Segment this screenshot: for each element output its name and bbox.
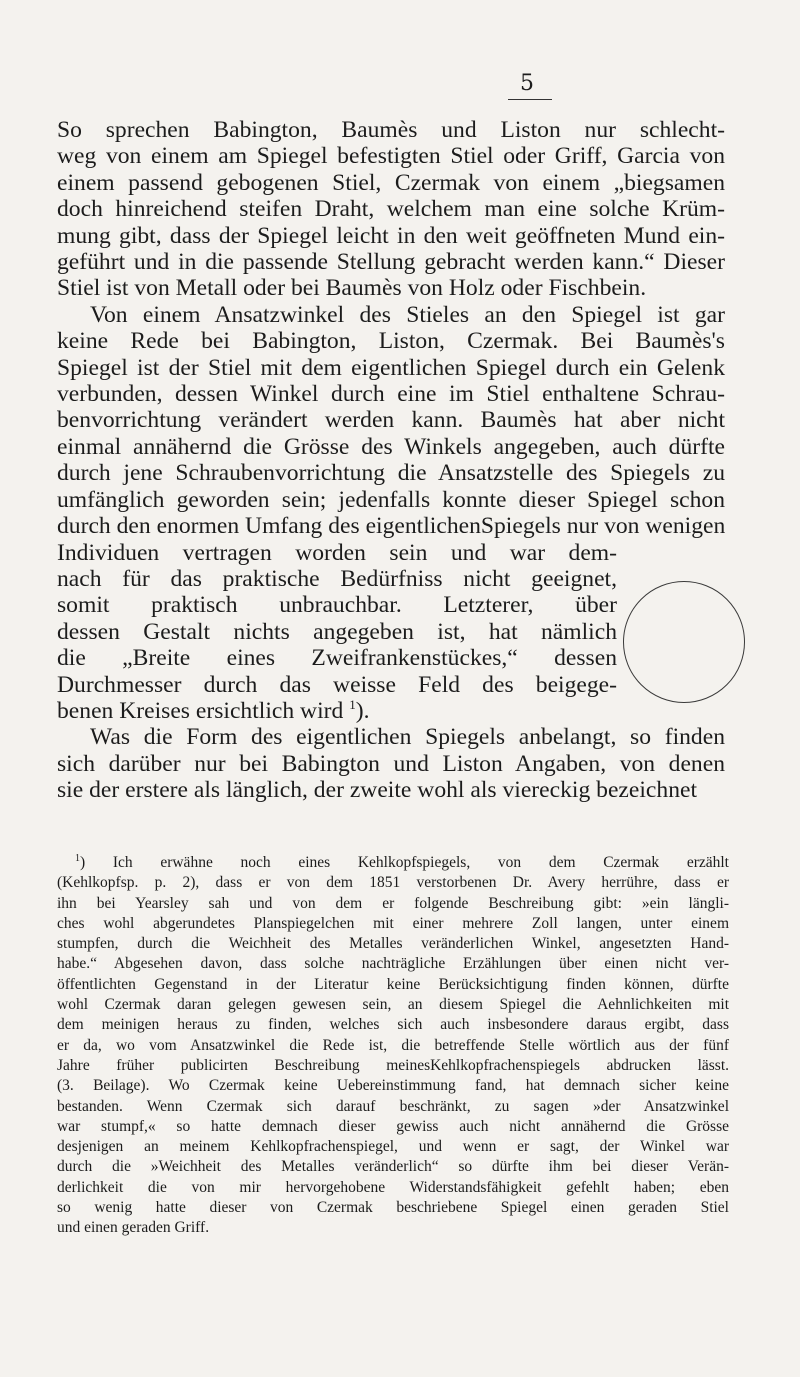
footnote-line: (Kehlkopfsp. p. 2), dass er von dem 1851 verstorbenen Dr. Avery herrühre, dass er [57, 874, 729, 892]
text-line: die „Breite eines Zweifrankenstückes,“ dessen [57, 645, 617, 672]
text-line: Was die Form des eigentlichen Spiegels anbelangt, so finden [90, 724, 725, 751]
mirror-size-circle [623, 581, 745, 703]
footnote-line: und einen geraden Griff. [57, 1219, 210, 1237]
footnote-line: ) Ich erwähne noch eines Kehlkopfspiegels, von dem Czermak erzählt [80, 854, 729, 871]
text-line: einem passend gebogenen Stiel, Czermak von einem „biegsamen [57, 169, 725, 196]
text-line: Individuen vertragen worden sein und war dem- [57, 539, 617, 566]
page-number-underline [508, 99, 552, 100]
text-line: benvorrichtung verändert werden kann. Baumès hat aber nicht [57, 407, 725, 434]
footnote-line: durch die »Weichheit des Metalles veränderlich“ so dürfte ihm bei dieser Verän- [57, 1158, 729, 1176]
text-line: dessen Gestalt nichts angegeben ist, hat nämlich [57, 618, 617, 645]
text-line: doch hinreichend steifen Draht, welchem man eine solche Krüm- [57, 196, 725, 223]
footnote-line: derlichkeit die von mir hervorgehobene Widerstandsfähigkeit gefehlt haben; eben [57, 1178, 729, 1196]
main-text [57, 117, 725, 804]
text-line: sich darüber nur bei Babington und Liston Angaben, von denen [57, 750, 725, 777]
text-line: durch jene Schraubenvorrichtung die Ansatzstelle des Spiegels zu [57, 460, 725, 487]
footnote-marker: 1 [75, 852, 80, 864]
footnote-line: ihn bei Yearsley sah und von dem er folgende Beschreibung gibt: »ein längli- [57, 894, 729, 912]
footnote-line: bestanden. Wenn Czermak sich darauf beschränkt, zu sagen »der Ansatzwinkel [57, 1097, 729, 1115]
text-line: Durchmesser durch das weisse Feld des beigege- [57, 671, 617, 698]
footnote-line: so wenig hatte dieser von Czermak beschriebene Spiegel einen geraden Stiel [57, 1199, 729, 1217]
footnote-line: öffentlichten Gegenstand in der Literatur keine Berücksichtigung finden können, dürfte [57, 975, 729, 993]
text-line: geführt und in die passende Stellung gebracht werden kann.“ Dieser [57, 249, 725, 276]
footnote-line: er da, wo vom Ansatzwinkel die Rede ist, die betreffende Stelle wörtlich aus der fünf [57, 1036, 729, 1054]
footnote-marker: 1 [349, 697, 356, 713]
text-line: benen Kreises ersichtlich wird [57, 697, 344, 724]
text-line: keine Rede bei Babington, Liston, Czermak. Bei Baumès's [57, 328, 725, 355]
text-line: durch den enormen Umfang des eigentlichenSpiegels nur von wenigen [57, 513, 726, 540]
text-line: somit praktisch unbrauchbar. Letzterer, über [57, 592, 617, 619]
page-number: 5 [520, 71, 534, 96]
footnote-line: wohl Czermak daran gelegen gewesen sein, an diesem Spiegel die Aehnlichkeiten mit [57, 996, 729, 1014]
footnote-ref-close: ). [355, 697, 370, 724]
text-line: Spiegel ist der Stiel mit dem eigentlichen Spiegel durch ein Gelenk [57, 354, 725, 381]
footnote-line: habe.“ Abgesehen davon, dass solche nachträgliche Erzählungen über einen nicht ver- [57, 955, 729, 973]
text-line: Von einem Ansatzwinkel des Stieles an den Spiegel ist gar [90, 301, 725, 328]
text-line: einmal annähernd die Grösse des Winkels angegeben, auch dürfte [57, 433, 725, 460]
footnote-line: ches wohl abgerundetes Planspiegelchen mit einer mehrere Zoll langen, unter einem [57, 914, 729, 932]
text-line: nach für das praktische Bedürfniss nicht geeignet, [57, 565, 617, 592]
footnote-line: stumpfen, durch die Weichheit des Metalles veränderlichen Winkel, angesetzten Hand- [57, 935, 729, 953]
text-line: verbunden, dessen Winkel durch eine im Stiel enthaltene Schrau- [57, 381, 725, 408]
text-line: Stiel ist von Metall oder bei Baumès von Holz oder Fischbein. [57, 275, 647, 302]
footnote-line: war stumpf,« so hatte demnach dieser gewiss auch nicht annähernd die Grösse [57, 1117, 729, 1135]
text-line: weg von einem am Spiegel befestigten Stiel oder Griff, Garcia von [57, 143, 725, 170]
footnote-line: Jahre früher publicirten Beschreibung meinesKehlkopfrachenspiegels abdrucken lässt. [57, 1056, 729, 1074]
footnote [57, 853, 729, 1239]
text-line-with-footnote-ref [57, 698, 617, 724]
footnote-line-with-marker [57, 853, 729, 873]
text-line: mung gibt, dass der Spiegel leicht in den weit geöffneten Mund ein- [57, 222, 725, 249]
text-line: sie der erstere als länglich, der zweite wohl als viereckig bezeichnet [57, 777, 698, 804]
text-line: So sprechen Babington, Baumès und Liston nur schlecht- [57, 117, 725, 143]
text-line: umfänglich geworden sein; jedenfalls konnte dieser Spiegel schon [57, 486, 725, 513]
footnote-line: desjenigen an meinem Kehlkopfrachenspiegel, und wenn er sagt, der Winkel war [57, 1138, 729, 1156]
footnote-line: (3. Beilage). Wo Czermak keine Uebereinstimmung fand, hat demnach sicher keine [57, 1077, 729, 1095]
footnote-line: dem meinigen heraus zu finden, welches sich auch insbesondere daraus ergibt, dass [57, 1016, 729, 1034]
